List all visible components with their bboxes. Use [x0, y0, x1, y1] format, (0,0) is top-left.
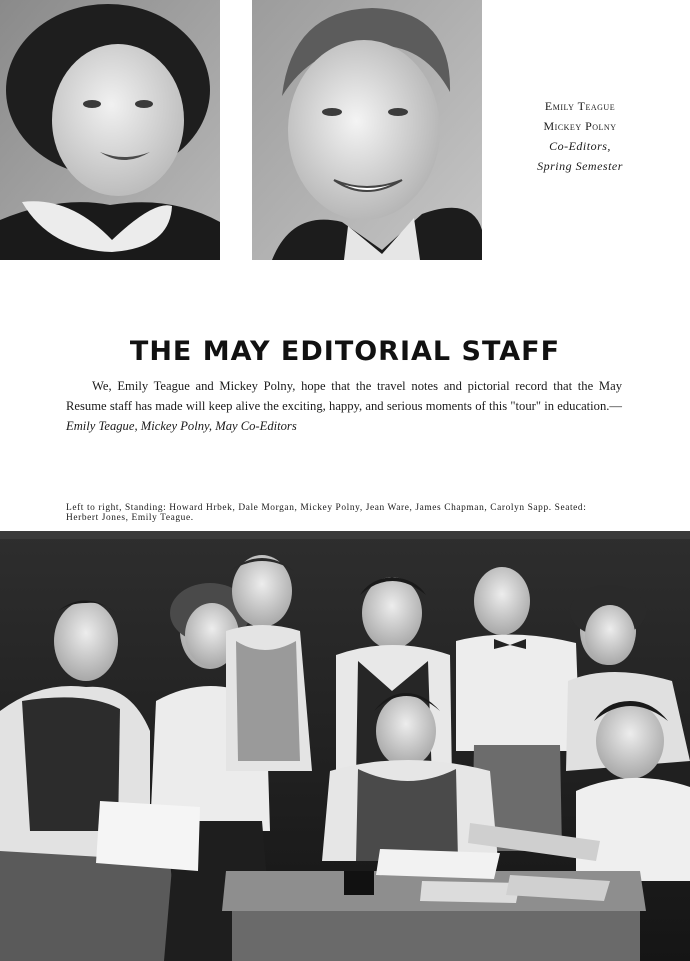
- coeditors-caption: [500, 96, 660, 176]
- coeditor-name-2: Mickey Polny: [543, 119, 617, 133]
- portrait-emily-teague: [0, 0, 220, 260]
- intro-paragraph: [66, 376, 622, 436]
- group-photo-image: [0, 531, 690, 961]
- coeditor-role-line2: Spring Semester: [537, 159, 623, 173]
- portrait-emily-teague-image: [0, 0, 220, 260]
- intro-text: We, Emily Teague and Mickey Polny, hope that the travel notes and pictorial record that the May Resume staff has made will keep alive the exciting, happy, and serious moments of this "tour" in education.—: [66, 379, 622, 413]
- group-photo-caption: Left to right, Standing: Howard Hrbek, Dale Morgan, Mickey Polny, Jean Ware, James Chapman, Carolyn Sapp. Seated: Herbert Jones, Emily Teague.: [66, 503, 587, 523]
- portrait-mickey-polny-image: [252, 0, 482, 260]
- page-title: THE MAY EDITORIAL STAFF: [129, 336, 561, 367]
- portrait-mickey-polny: [252, 0, 482, 260]
- intro-signature: Emily Teague, Mickey Polny, May Co-Editors: [66, 419, 297, 433]
- coeditor-name-1: Emily Teague: [544, 99, 616, 113]
- group-photo-editorial-staff: [0, 531, 690, 961]
- coeditor-role-line1: Co-Editors,: [549, 139, 611, 153]
